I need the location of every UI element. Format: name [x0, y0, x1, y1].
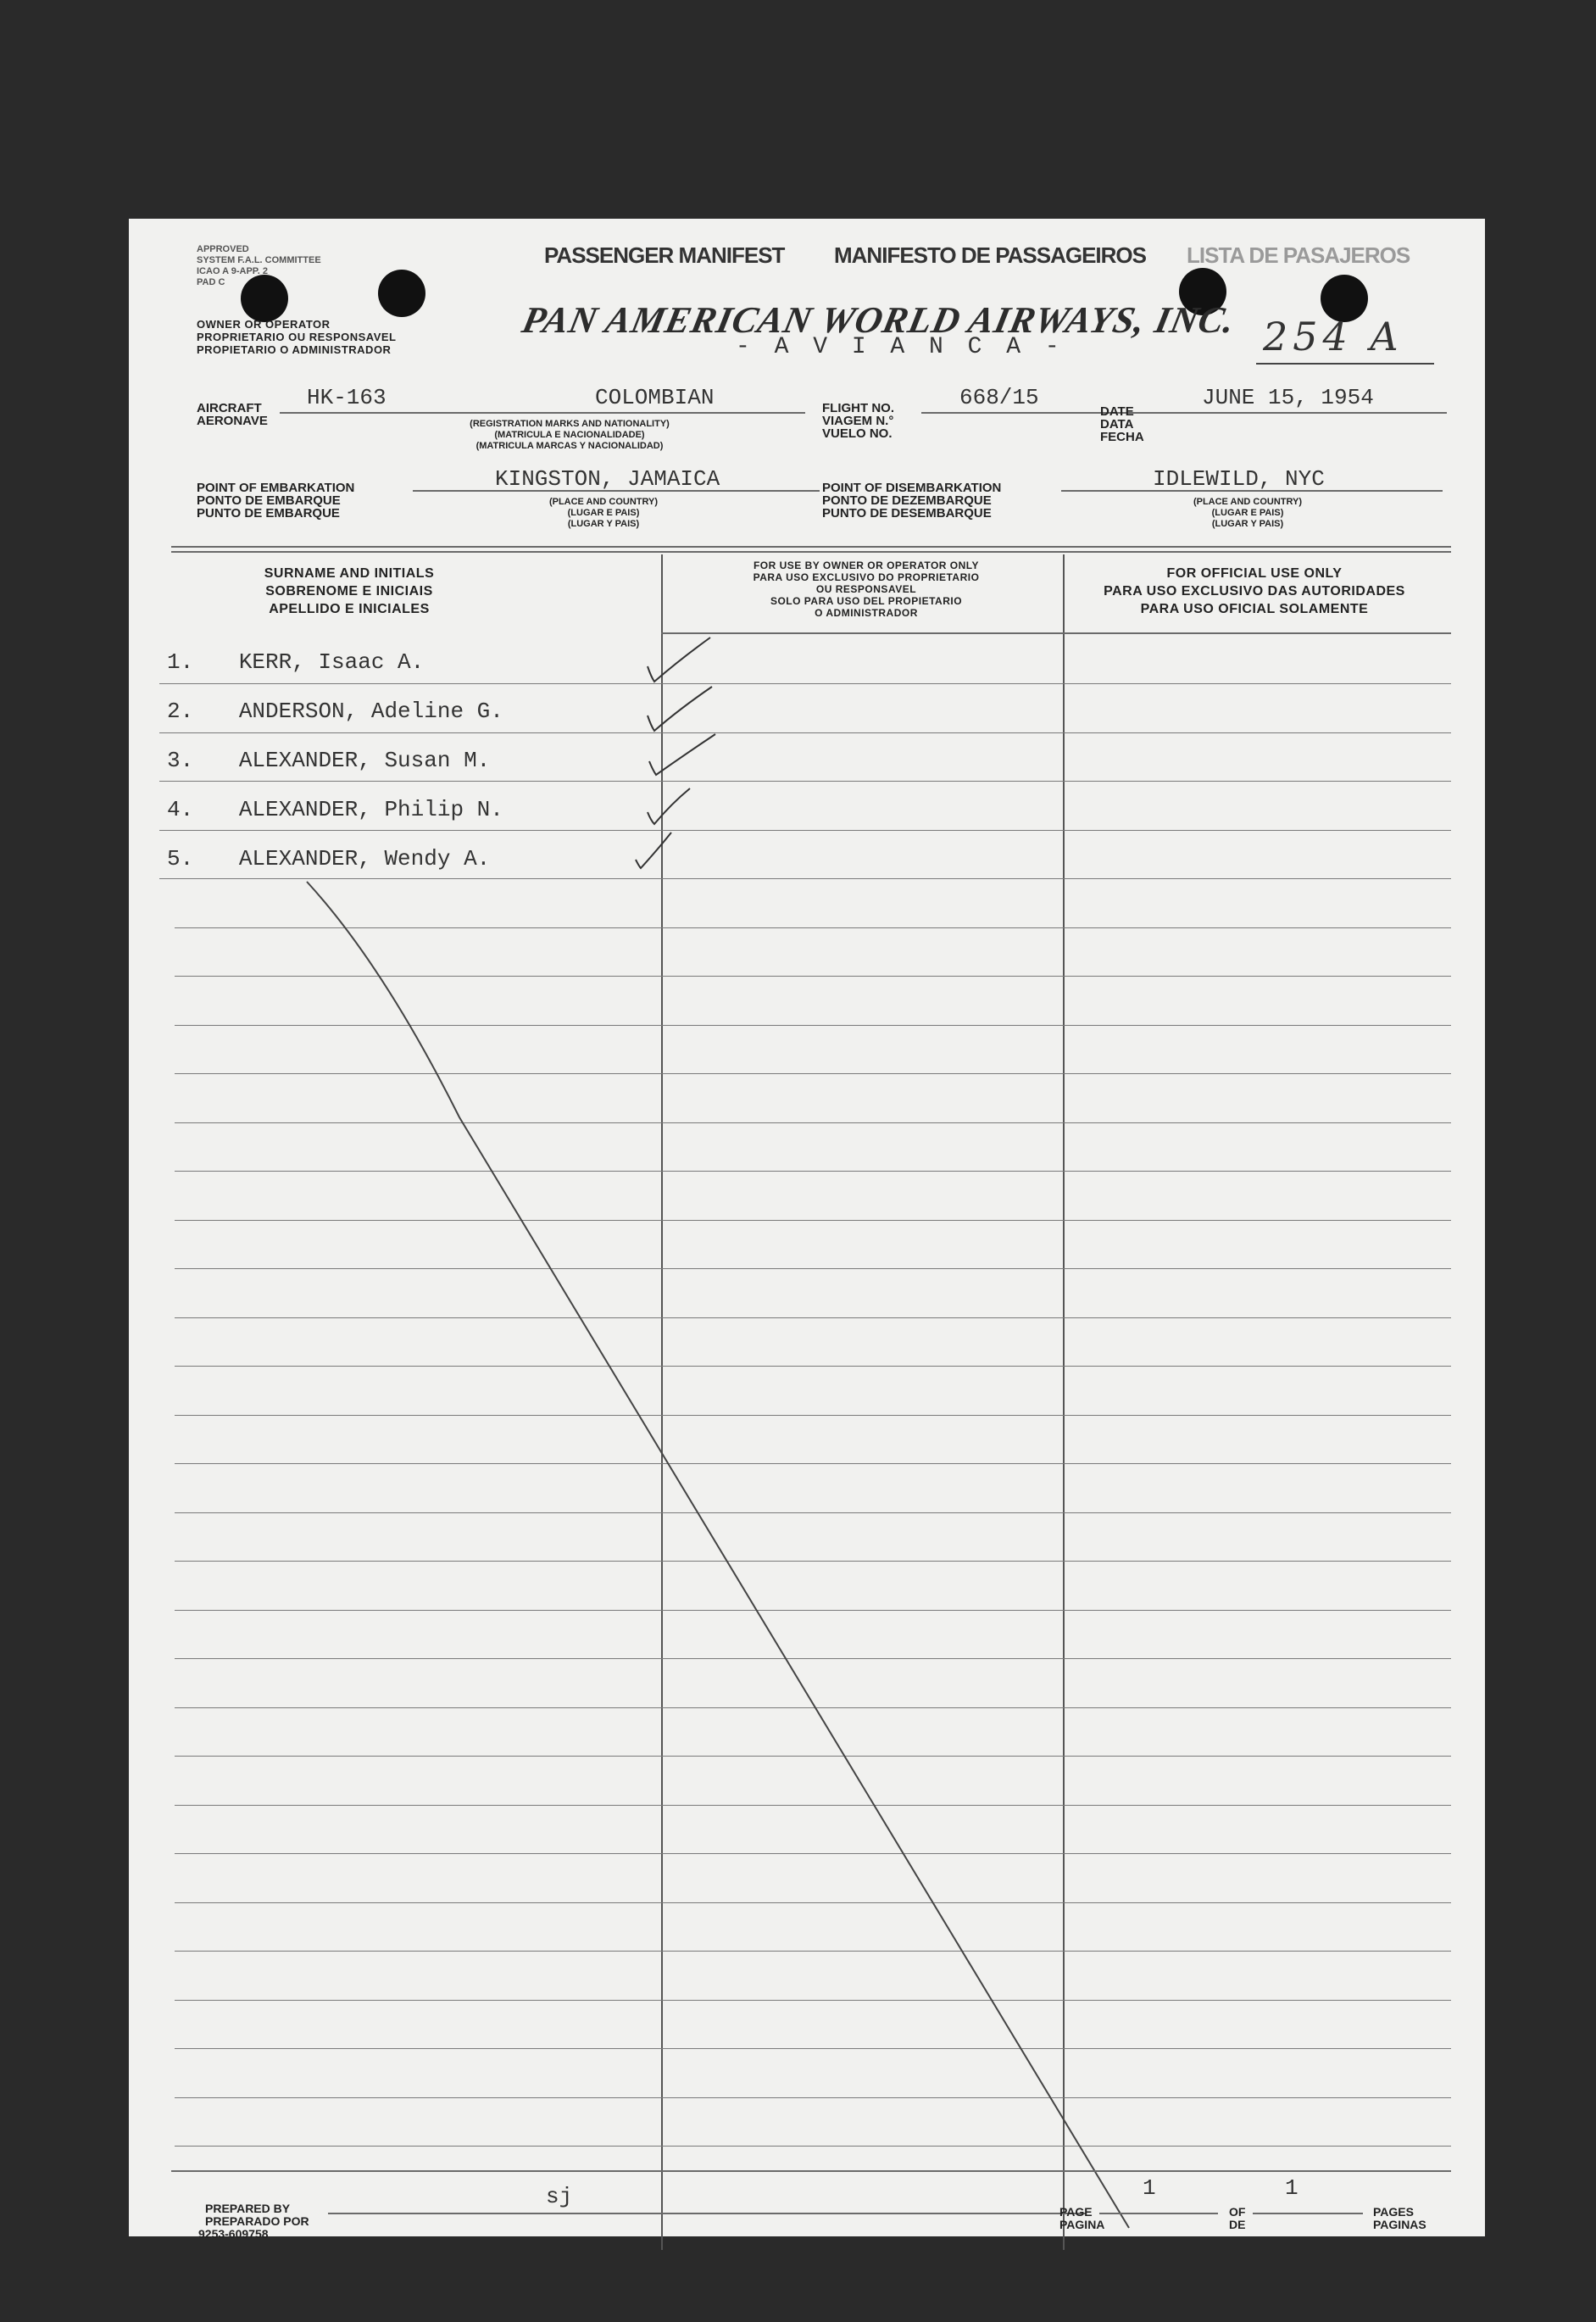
flight-label-en: FLIGHT NO. [822, 401, 894, 415]
airline-name: PAN AMERICAN WORLD AIRWAYS, INC. [518, 299, 1239, 341]
preparer-initials: sj [546, 2184, 573, 2209]
disembarkation-value: IDLEWILD, NYC [1153, 466, 1325, 492]
handwritten-reference: 254 A [1263, 314, 1404, 359]
disembarkation-label-es: PUNTO DE DESEMBARQUE [822, 506, 992, 521]
aircraft-registration: HK-163 [307, 385, 386, 410]
passenger-number: 1. [167, 649, 194, 675]
column-heading-line: PARA USO EXCLUSIVO DAS AUTORIDADES [1104, 584, 1405, 599]
aircraft-sublabel-pt: (MATRICULA E NACIONALIDADE) [494, 430, 645, 440]
approval-line: APPROVED [197, 244, 249, 254]
embarkation-label-es: PUNTO DE EMBARQUE [197, 506, 340, 521]
page-label [1059, 2206, 1104, 2231]
prepared-by-underline [328, 2213, 1087, 2214]
passenger-number: 2. [167, 699, 194, 724]
of-label-en: OF [1229, 2205, 1246, 2219]
page-label-en: PAGE [1059, 2205, 1093, 2219]
prepared-by-es: PREPARADO POR [205, 2214, 309, 2228]
aircraft-sublabel-en: (REGISTRATION MARKS AND NATIONALITY) [470, 419, 670, 429]
total-pages: 1 [1285, 2175, 1298, 2201]
of-label [1229, 2206, 1245, 2231]
airline-subname: - A V I A N C A - [736, 334, 1065, 360]
column-heading-line: APELLIDO E INICIALES [269, 602, 430, 616]
pages-label-es: PAGINAS [1373, 2218, 1426, 2231]
column-heading-line: O ADMINISTRADOR [815, 607, 918, 619]
aircraft-label-en: AIRCRAFT [197, 401, 262, 415]
embarkation-sublabel-en: (PLACE AND COUNTRY) [548, 497, 659, 507]
column-heading-line: PARA USO EXCLUSIVO DO PROPRIETARIO [753, 571, 980, 583]
column-heading-line: SURNAME AND INITIALS [264, 566, 435, 581]
page-label-es: PAGINA [1059, 2218, 1105, 2231]
check-mark-icon [648, 638, 710, 682]
page-underline [1099, 2213, 1218, 2214]
embarkation-value: KINGSTON, JAMAICA [495, 466, 720, 492]
passenger-name: ANDERSON, Adeline G. [238, 699, 503, 724]
disembarkation-label-en: POINT OF DISEMBARKATION [822, 481, 1002, 495]
footer-rule [171, 2170, 1451, 2172]
prepared-by-en: PREPARED BY [205, 2202, 291, 2215]
manifest-sheet [129, 219, 1485, 2241]
passenger-number: 5. [167, 846, 194, 871]
approval-line: PAD C [197, 277, 225, 287]
approval-line: ICAO A 9-APP. 2 [197, 266, 268, 276]
flight-number: 668/15 [959, 385, 1039, 410]
title-en: PASSENGER MANIFEST [544, 242, 785, 268]
aircraft-nationality: COLOMBIAN [595, 385, 715, 410]
date-label-es: FECHA [1100, 430, 1144, 444]
embarkation-sublabel-pt: (LUGAR E PAIS) [567, 508, 640, 518]
disembarkation-sublabel-en: (PLACE AND COUNTRY) [1193, 497, 1303, 507]
flight-label-pt: VIAGEM N.° [822, 414, 894, 428]
date-value: JUNE 15, 1954 [1202, 385, 1374, 410]
passenger-number: 3. [167, 748, 194, 773]
approval-line: SYSTEM F.A.L. COMMITTEE [197, 255, 321, 265]
passenger-name: KERR, Isaac A. [238, 649, 425, 675]
check-mark-icon [636, 832, 671, 868]
aircraft-sublabel-es: (MATRICULA MARCAS Y NACIONALIDAD) [475, 441, 664, 451]
pages-underline [1253, 2213, 1363, 2214]
prepared-by-label [198, 2202, 309, 2241]
annotations-overlay [129, 219, 1485, 2236]
column-heading-line: SOLO PARA USO DEL PROPIETARIO [770, 595, 963, 607]
embarkation-label-pt: PONTO DE EMBARQUE [197, 493, 341, 508]
title-pt: MANIFESTO DE PASSAGEIROS [834, 242, 1146, 268]
form-number: 9253-609758 [198, 2227, 269, 2241]
column-heading-line: OU RESPONSAVEL [815, 583, 917, 595]
embarkation-label-en: POINT OF EMBARKATION [197, 481, 355, 495]
owner-label-es: PROPIETARIO O ADMINISTRADOR [197, 343, 392, 356]
embarkation-sublabel-es: (LUGAR Y PAIS) [567, 519, 640, 529]
passenger-name: ALEXANDER, Wendy A. [238, 846, 491, 871]
date-label-pt: DATA [1100, 417, 1134, 432]
owner-label-en: OWNER OR OPERATOR [197, 318, 331, 331]
page-number: 1 [1143, 2175, 1156, 2201]
disembarkation-label-pt: PONTO DE DEZEMBARQUE [822, 493, 992, 508]
strike-through-line [307, 882, 1129, 2228]
column-heading-line: PARA USO OFICIAL SOLAMENTE [1140, 602, 1369, 616]
check-mark-icon [648, 788, 690, 824]
disembarkation-sublabel-pt: (LUGAR E PAIS) [1211, 508, 1284, 518]
title-es: LISTA DE PASAJEROS [1187, 242, 1410, 268]
column-heading-line: FOR OFFICIAL USE ONLY [1166, 566, 1343, 581]
pages-label [1373, 2206, 1426, 2231]
column-heading-line: FOR USE BY OWNER OR OPERATOR ONLY [753, 560, 980, 571]
disembarkation-sublabel-es: (LUGAR Y PAIS) [1211, 519, 1284, 529]
column-heading-line: SOBRENOME E INICIAIS [265, 584, 433, 599]
check-mark-icon [648, 687, 712, 731]
passenger-number: 4. [167, 797, 194, 822]
aircraft-label-es: AERONAVE [197, 414, 268, 428]
passenger-name: ALEXANDER, Susan M. [238, 748, 491, 773]
flight-label-es: VUELO NO. [822, 426, 893, 441]
check-mark-icon [649, 734, 715, 775]
of-label-es: DE [1229, 2218, 1246, 2231]
passenger-name: ALEXANDER, Philip N. [238, 797, 503, 822]
date-label-en: DATE [1100, 404, 1134, 419]
owner-label-pt: PROPRIETARIO OU RESPONSAVEL [197, 331, 397, 343]
pages-label-en: PAGES [1373, 2205, 1414, 2219]
